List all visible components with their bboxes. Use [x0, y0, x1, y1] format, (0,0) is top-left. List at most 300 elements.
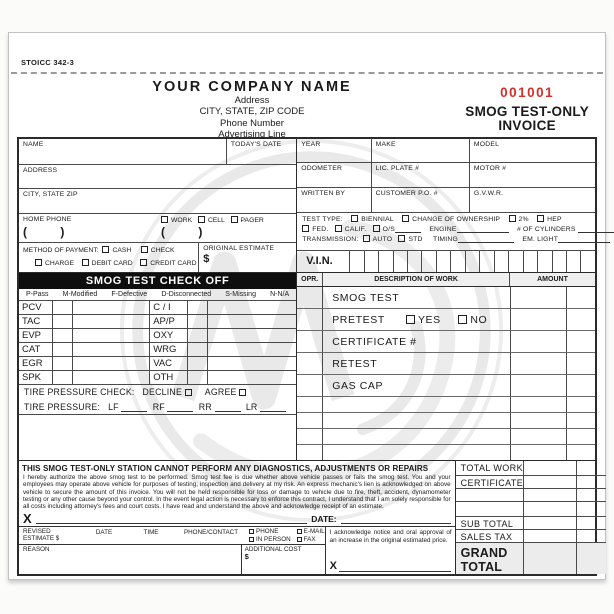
odometer-field[interactable] [297, 163, 371, 187]
vin-cell[interactable] [407, 251, 421, 272]
disclaimer-body: I hereby authorize the above smog test to be performed. Smog test fee is due whether above vehicle passes or fails the smog test. You and your employees may operate above vehicle for purposes of testing, inspection and delivery at my risk. An express mechanic's lien is acknowledged on above vehicle to secure the amount of this invoice. You will not be held responsible for loss or damage to vehicle due to fire, theft, accident, dynamometer testing or any other cause beyond your control. In the event legal action is necessary to enforce this contract, I understand that I am solely responsible for all costs including attorney's fees and court costs. I have read and understand the above and acknowledge receipt of an estimate. [23, 474, 451, 511]
os-checkbox[interactable] [373, 225, 380, 232]
cents-cell[interactable] [566, 309, 595, 330]
charge-checkbox[interactable] [35, 259, 42, 266]
revised-label: REVISED [23, 528, 51, 536]
auto-checkbox[interactable] [363, 235, 370, 242]
amount-cell[interactable] [523, 489, 576, 501]
invoice-title-line2: INVOICE [498, 118, 556, 134]
checkoff-row [19, 371, 296, 385]
vin-cell[interactable] [580, 251, 594, 272]
gvwr-label: G.V.W.R. [473, 190, 504, 197]
total-work-row [456, 461, 607, 476]
vin-cell[interactable] [494, 251, 508, 272]
description-header: DESCRIPTION OF WORK [323, 273, 510, 286]
tire-pressure-label: TIRE PRESSURE: [24, 402, 101, 412]
home-phone-parens: ( ) [23, 225, 65, 239]
grand-total-label: GRAND TOTAL [460, 546, 508, 574]
amount-cell[interactable] [510, 429, 566, 444]
fax-checkbox[interactable] [297, 537, 302, 542]
item-pcv: PCV [19, 301, 53, 314]
evp-note-cell[interactable] [73, 329, 150, 342]
legend-modified: M-Modified [62, 291, 98, 298]
item-egr: EGR [19, 357, 53, 370]
model-field[interactable] [470, 139, 595, 162]
cat-code-cell[interactable] [53, 343, 73, 356]
middle-section [19, 273, 595, 461]
motor-number-label: MOTOR # [473, 165, 507, 172]
vin-cell[interactable] [566, 251, 580, 272]
sub-total-label: SUB TOTAL [460, 519, 514, 529]
name-label: NAME [23, 141, 44, 148]
phone-checkbox[interactable] [249, 529, 254, 534]
app-note-cell[interactable] [208, 315, 296, 328]
cents-cell[interactable] [576, 461, 606, 475]
work-checkbox[interactable] [161, 216, 168, 223]
oxy-note-cell[interactable] [208, 329, 296, 342]
customer-po-label: CUSTOMER P.O. # [375, 190, 438, 197]
check-label: CHECK [150, 247, 175, 254]
additional-cost-label: ADDITIONAL COST [244, 546, 302, 554]
city-state-zip-label: CITY, STATE ZIP [23, 191, 78, 198]
opr-cell[interactable] [297, 375, 323, 396]
additional-cost-field[interactable] [241, 545, 325, 574]
item-app: AP/P [150, 315, 188, 328]
work-table-header [297, 273, 595, 287]
two-percent-label: 2% [518, 216, 529, 223]
description-cell[interactable] [323, 445, 510, 460]
cylinders-label: # OF CYLINDERS [516, 226, 576, 233]
work-row-empty [297, 429, 595, 445]
cents-cell[interactable] [576, 476, 606, 488]
acknowledge-sign-line[interactable] [339, 562, 451, 572]
rf-label: RF [152, 402, 165, 412]
original-estimate-dollar: $ [203, 253, 210, 265]
egr-note-cell[interactable] [73, 357, 150, 370]
gvwr-field[interactable] [470, 188, 595, 212]
acknowledge-x: X [329, 560, 337, 572]
checkoff-legend [19, 289, 296, 301]
email-check-label: E-MAIL [303, 528, 325, 536]
egr-code-cell[interactable] [53, 357, 73, 370]
email-checkbox[interactable] [297, 529, 302, 534]
pretest-no-label: NO [470, 314, 488, 326]
rr-blank-line[interactable] [215, 404, 241, 412]
two-percent-checkbox[interactable] [509, 215, 516, 222]
checkoff-row [19, 301, 296, 315]
model-label: MODEL [473, 141, 500, 148]
written-by-label: WRITTEN BY [301, 190, 346, 197]
work-row-retest [297, 353, 595, 375]
phone-contact-label: PHONE/CONTACT [183, 529, 239, 537]
vin-cell[interactable] [421, 251, 435, 272]
grand-total-row [456, 543, 607, 574]
vin-cell[interactable] [537, 251, 551, 272]
em-light-label: EM. LIGHT [522, 236, 559, 243]
wrg-note-cell[interactable] [208, 343, 296, 356]
retest-label: RETEST [332, 358, 378, 370]
oth-code-cell[interactable] [188, 371, 208, 384]
timing-label: TIMING [432, 236, 458, 243]
address-field[interactable] [19, 165, 296, 188]
top-stub [11, 33, 603, 74]
cents-cell[interactable] [576, 543, 606, 574]
pretest-label: PRETEST [332, 314, 385, 326]
change-ownership-checkbox[interactable] [402, 215, 409, 222]
reason-row [19, 544, 325, 574]
work-row-empty [297, 445, 595, 460]
gas-cap-label: GAS CAP [332, 380, 384, 392]
legend-missing: S-Missing [225, 291, 256, 298]
revision-date-label: DATE [95, 529, 113, 537]
date-line[interactable] [341, 514, 451, 524]
item-evp: EVP [19, 329, 53, 342]
amount-cell[interactable] [523, 543, 576, 574]
fed-checkbox[interactable] [302, 225, 309, 232]
vin-cell[interactable] [364, 251, 378, 272]
original-estimate-label: ORIGINAL ESTIMATE [203, 245, 275, 252]
cents-cell[interactable] [566, 413, 595, 428]
payment-row [19, 243, 296, 272]
checkoff-row [19, 329, 296, 343]
phone-check-label: PHONE [256, 528, 279, 536]
todays-date-field[interactable] [227, 139, 296, 164]
cents-cell[interactable] [576, 502, 606, 516]
header [9, 74, 605, 141]
company-block [97, 79, 407, 141]
credit-card-checkbox[interactable] [140, 259, 147, 266]
cell-checkbox[interactable] [198, 216, 205, 223]
cash-checkbox[interactable] [102, 246, 109, 253]
license-plate-label: LIC. PLATE # [375, 165, 420, 172]
cents-cell[interactable] [566, 429, 595, 444]
item-oxy: OXY [150, 329, 188, 342]
checkoff-notes-area[interactable] [19, 415, 296, 460]
tac-code-cell[interactable] [53, 315, 73, 328]
acknowledge-text: I acknowledge notice and oral approval of an increase in the original estimated price. [329, 529, 452, 544]
vin-cell[interactable] [450, 251, 464, 272]
transmission-label: TRANSMISSION: [302, 236, 359, 243]
blank-total-row [456, 489, 607, 502]
pcv-code-cell[interactable] [53, 301, 73, 314]
amount-cell[interactable] [523, 530, 576, 542]
os-blank-line[interactable] [395, 225, 421, 233]
amount-cell[interactable] [510, 353, 566, 374]
legend-defective: F-Defective [111, 291, 148, 298]
company-phone: Phone Number [220, 117, 284, 129]
main-form [17, 137, 597, 576]
biennial-checkbox[interactable] [351, 215, 358, 222]
vin-cell[interactable] [378, 251, 392, 272]
amount-cell[interactable] [523, 461, 576, 475]
debit-card-checkbox[interactable] [82, 259, 89, 266]
decline-checkbox[interactable] [185, 389, 192, 396]
charge-label: CHARGE [45, 260, 75, 267]
signature-line[interactable] [36, 514, 308, 524]
cents-cell[interactable] [576, 530, 606, 542]
customer-column [19, 139, 297, 272]
item-spk: SPK [19, 371, 53, 384]
invoice-title-block [465, 85, 589, 134]
revision-header-row [19, 527, 325, 544]
lf-blank-line[interactable] [121, 404, 147, 412]
engine-blank-line[interactable] [457, 225, 509, 233]
opr-cell[interactable] [297, 429, 323, 444]
company-name: YOUR COMPANY NAME [152, 78, 352, 95]
evp-code-cell[interactable] [53, 329, 73, 342]
opr-header: OPR. [297, 273, 323, 286]
checkoff-column [19, 273, 297, 460]
blank-label-cell[interactable] [456, 502, 524, 516]
calif-label: CALIF. [344, 226, 367, 233]
spk-code-cell[interactable] [53, 371, 73, 384]
opr-cell[interactable] [297, 397, 323, 412]
biennial-label: BIENNIAL [361, 216, 394, 223]
ci-note-cell[interactable] [208, 301, 296, 314]
sales-tax-row [456, 530, 607, 543]
lr-label: LR [245, 402, 258, 412]
opr-cell[interactable] [297, 445, 323, 460]
company-ad-line: Advertising Line [218, 129, 286, 141]
amount-cell[interactable] [523, 476, 576, 488]
cents-cell[interactable] [566, 445, 595, 460]
total-work-label: TOTAL WORK [460, 463, 523, 473]
item-oth: OTH [150, 371, 188, 384]
fed-label: FED. [312, 226, 329, 233]
wrg-code-cell[interactable] [188, 343, 208, 356]
blank-label-cell[interactable] [456, 489, 524, 501]
engine-label: ENGINE [429, 226, 457, 233]
invoice-form [8, 32, 606, 580]
in-person-checkbox[interactable] [249, 537, 254, 542]
item-cat: CAT [19, 343, 53, 356]
lr-blank-line[interactable] [260, 404, 286, 412]
amount-cell[interactable] [510, 309, 566, 330]
customer-po-field[interactable] [372, 188, 470, 212]
opr-cell[interactable] [297, 413, 323, 428]
vin-cell[interactable] [349, 251, 363, 272]
signature-x: X [23, 511, 32, 527]
item-vac: VAC [150, 357, 188, 370]
timing-blank-line[interactable] [458, 235, 514, 243]
cents-cell[interactable] [566, 375, 595, 396]
cents-cell[interactable] [566, 331, 595, 352]
opr-cell[interactable] [297, 331, 323, 352]
oth-note-cell[interactable] [208, 371, 296, 384]
pcv-note-cell[interactable] [73, 301, 150, 314]
description-cell[interactable] [323, 397, 510, 412]
pretest-yes-checkbox[interactable] [406, 315, 415, 324]
checkoff-row [19, 343, 296, 357]
test-type-label: TEST TYPE: [302, 216, 343, 223]
disclaimer-heading: THIS SMOG TEST-ONLY STATION CANNOT PERFORM ANY DIAGNOSTICS, ADJUSTMENTS OR REPAIRS [22, 464, 429, 473]
vin-cell[interactable] [436, 251, 450, 272]
in-person-check-label: IN PERSON [256, 536, 291, 544]
work-row-certificate [297, 331, 595, 353]
opr-cell[interactable] [297, 353, 323, 374]
amount-cell[interactable] [510, 287, 566, 308]
work-row-smog-test [297, 287, 595, 309]
work-row-empty [297, 397, 595, 413]
disclaimer-box [19, 461, 456, 574]
vehicle-column [297, 139, 595, 272]
description-cell[interactable] [323, 413, 510, 428]
cents-cell[interactable] [576, 517, 606, 529]
os-label: O/S [382, 226, 395, 233]
payment-label: METHOD OF PAYMENT: [23, 247, 99, 254]
motor-number-field[interactable] [470, 163, 595, 187]
cents-cell[interactable] [576, 489, 606, 501]
pretest-desc [323, 309, 510, 330]
revision-left [19, 527, 325, 574]
home-phone-label: HOME PHONE [23, 216, 72, 223]
vin-label: V.I.N. [306, 255, 333, 267]
agree-checkbox[interactable] [239, 389, 246, 396]
amount-header: AMOUNT [537, 276, 568, 283]
rf-blank-line[interactable] [167, 404, 193, 412]
pager-label: PAGER [240, 217, 264, 224]
tire-pressure-row [19, 400, 296, 415]
certificate-row [456, 476, 607, 489]
vin-cell[interactable] [479, 251, 493, 272]
cents-cell[interactable] [566, 353, 595, 374]
company-city-line: CITY, STATE, ZIP CODE [199, 106, 305, 118]
signature-row [19, 510, 455, 526]
agree-label: AGREE [204, 387, 237, 397]
revision-time-field[interactable] [129, 527, 173, 544]
smog-test-label: SMOG TEST [332, 292, 400, 304]
opr-cell[interactable] [297, 287, 323, 308]
pretest-no-checkbox[interactable] [458, 315, 467, 324]
em-light-blank-line[interactable] [558, 235, 610, 243]
vin-row [297, 251, 595, 272]
make-field[interactable] [372, 139, 470, 162]
app-code-cell[interactable] [188, 315, 208, 328]
std-checkbox[interactable] [398, 235, 405, 242]
ci-code-cell[interactable] [188, 301, 208, 314]
legend-disconnected: D-Disconnected [161, 291, 212, 298]
original-estimate-field[interactable] [198, 243, 296, 272]
item-ci: C / I [150, 301, 188, 314]
change-ownership-label: CHANGE OF OWNERSHIP [412, 216, 501, 223]
totals-table [456, 461, 607, 574]
certificate-label: CERTIFICATE # [332, 336, 417, 348]
phone-contact-field[interactable] [173, 527, 249, 544]
acknowledge-box [325, 527, 455, 574]
cell-label: CELL [207, 217, 225, 224]
revision-time-label: TIME [143, 529, 159, 537]
work-row-empty [297, 413, 595, 429]
std-label: STD [408, 236, 423, 243]
amount-cell[interactable] [523, 502, 576, 516]
tire-pressure-check-row [19, 385, 296, 400]
vin-cell[interactable] [508, 251, 522, 272]
invoice-number: 001001 [500, 84, 555, 100]
work-row-gas-cap [297, 375, 595, 397]
estimate-label: ESTIMATE $ [23, 535, 60, 543]
cat-note-cell[interactable] [73, 343, 150, 356]
payment-methods [19, 243, 198, 272]
make-label: MAKE [375, 141, 396, 148]
home-phone-field[interactable] [19, 214, 296, 243]
pretest-yes-label: YES [417, 314, 441, 326]
address-label: ADDRESS [23, 167, 58, 174]
checkoff-title: SMOG TEST CHECK OFF [19, 273, 296, 289]
work-row-pretest [297, 309, 595, 331]
additional-cost-dollar: $ [244, 552, 249, 562]
bottom-section [19, 461, 595, 574]
amount-cell[interactable] [510, 331, 566, 352]
form-code: STOICC 342-3 [21, 57, 75, 67]
reason-field[interactable] [19, 545, 241, 574]
sales-tax-label: SALES TAX [460, 532, 513, 542]
tac-note-cell[interactable] [73, 315, 150, 328]
revised-estimate-field[interactable] [19, 527, 79, 544]
invoice-title-line1: SMOG TEST-ONLY [465, 103, 589, 119]
phone-type-checks [161, 216, 264, 224]
vin-cell[interactable] [465, 251, 479, 272]
hep-checkbox[interactable] [537, 215, 544, 222]
amount-cell[interactable] [510, 375, 566, 396]
sub-total-row [456, 517, 607, 530]
lf-label: LF [108, 402, 119, 412]
pager-checkbox[interactable] [231, 216, 238, 223]
license-plate-field[interactable] [372, 163, 470, 187]
date-label: DATE: [311, 514, 337, 525]
cents-cell[interactable] [566, 287, 595, 308]
odometer-label: ODOMETER [301, 165, 343, 172]
info-section [19, 139, 595, 273]
cents-cell[interactable] [566, 397, 595, 412]
certificate-total-label: CERTIFICATE [460, 478, 524, 488]
company-address: Address [234, 94, 270, 106]
description-cell[interactable] [323, 429, 510, 444]
vac-code-cell[interactable] [188, 357, 208, 370]
city-state-zip-field[interactable] [19, 189, 296, 213]
cylinders-blank-line[interactable] [578, 225, 614, 233]
work-column [297, 273, 595, 460]
calif-checkbox[interactable] [335, 225, 342, 232]
vac-note-cell[interactable] [208, 357, 296, 370]
tire-check-label: TIRE PRESSURE CHECK: [24, 387, 135, 397]
vin-cell[interactable] [552, 251, 566, 272]
reason-label: REASON [23, 546, 50, 554]
vin-cell[interactable] [393, 251, 407, 272]
opr-cell[interactable] [297, 309, 323, 330]
name-field[interactable] [19, 139, 227, 164]
fax-check-label: FAX [303, 536, 316, 544]
spk-note-cell[interactable] [73, 371, 150, 384]
cash-label: CASH [112, 247, 132, 254]
oxy-code-cell[interactable] [188, 329, 208, 342]
item-tac: TAC [19, 315, 53, 328]
hep-label: HEP [547, 216, 562, 223]
check-checkbox[interactable] [141, 246, 148, 253]
vin-cell[interactable] [523, 251, 537, 272]
checkoff-row [19, 315, 296, 329]
amount-cell[interactable] [510, 397, 566, 412]
decline-label: DECLINE [142, 387, 183, 397]
amount-cell[interactable] [523, 517, 576, 529]
written-by-field[interactable] [297, 188, 371, 212]
amount-cell[interactable] [510, 445, 566, 460]
year-label: YEAR [301, 141, 321, 148]
amount-cell[interactable] [510, 413, 566, 428]
revision-date-field[interactable] [79, 527, 129, 544]
debit-card-label: DEBIT CARD [91, 260, 133, 267]
checkoff-row [19, 357, 296, 371]
year-field[interactable] [297, 139, 371, 162]
